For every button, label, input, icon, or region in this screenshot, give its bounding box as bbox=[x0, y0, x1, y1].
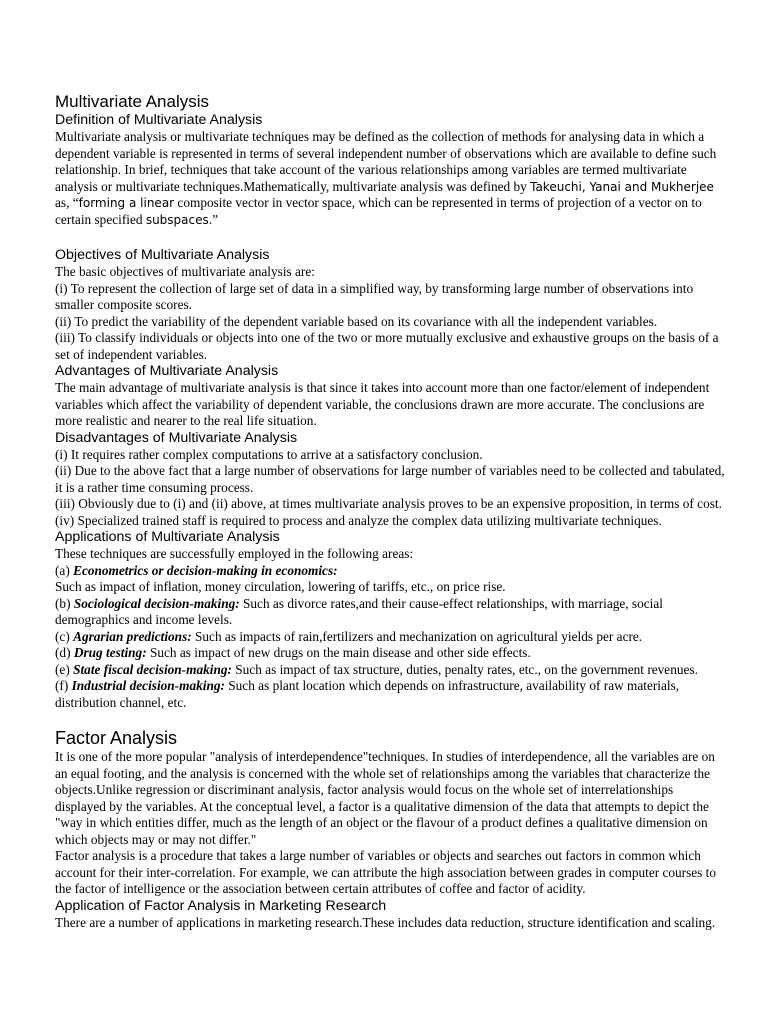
disadvantage-item: (iii) Obviously due to (i) and (ii) above, at times multivariate analysis proves to be an expensive proposition, in terms of cost. bbox=[55, 496, 722, 511]
definition-quote: subspaces bbox=[145, 212, 209, 227]
application-item: Such as impact of inflation, money circulation, lowering of tariffs, etc., on price rise. bbox=[55, 579, 506, 594]
definition-text: Multivariate analysis or multivariate techniques may be defined as the collection of methods for analysing data in which a dependent variable is represented in terms of several independent number of observations which are available to define such relationship. In brief, techniques that take account of the various relationships among variables are termed multivariate analysis or multivariate techniques.Mathematically, multivariate analysis was defined by bbox=[55, 129, 717, 194]
application-term: Industrial decision-making: bbox=[71, 678, 225, 693]
applications-intro: These techniques are successfully employed in the following areas: bbox=[55, 546, 414, 561]
marketing-heading: Application of Factor Analysis in Marketing Research bbox=[55, 897, 387, 914]
objective-item: (iii) To classify individuals or objects into one of the two or more mutually exclusive and exhaustive groups on the basis of a set of independent variables. bbox=[55, 330, 719, 362]
objective-item: (i) To represent the collection of large set of data in a simplified way, by transforming large number of observations into smaller composite scores. bbox=[55, 280, 694, 312]
application-item: (e) State fiscal decision-making: Such as impact of tax structure, duties, penalty rates, etc., on the government revenues. bbox=[55, 661, 698, 677]
factor-analysis-paragraph: It is one of the more popular "analysis of interdependence"techniques. In studies of interdependence, all the variables are on an equal footing, and the analysis is concerned with the whole set of relationships among the variables that characterize the objects.Unlike regression or discriminant analysis, factor analysis would focus on the whole set of interrelationships displayed by the variables. At the conceptual level, a factor is a qualitative dimension of the data that attempts to depict the "way in which entities differ, much as the length of an object or the flavour of a product defines a qualitative dimension on which objects may or may not differ." bbox=[55, 749, 715, 847]
definition-text: .” bbox=[208, 211, 218, 227]
advantages-heading: Advantages of Multivariate Analysis bbox=[55, 363, 279, 379]
application-term: State fiscal decision-making: bbox=[73, 661, 232, 677]
applications-heading: Applications of Multivariate Analysis bbox=[55, 529, 280, 545]
factor-analysis-paragraph: Factor analysis is a procedure that takes a large number of variables or objects and searches out factors in common which account for their inter-correlation. For example, we can attribute the high association between grades in computer courses to the factor of intelligence or the association between certain attributes of coffee and factor of acidity. bbox=[55, 848, 717, 896]
disadvantage-item: (ii) Due to the above fact that a large number of observations for large number of variables need to be collected and tabulated, it is a rather time consuming process. bbox=[55, 463, 725, 495]
definition-authors: Takeuchi, Yanai and Mukherjee bbox=[530, 179, 714, 194]
definition-heading: Definition of Multivariate Analysis bbox=[55, 112, 263, 128]
objectives-intro: The basic objectives of multivariate analysis are: bbox=[55, 264, 315, 279]
objective-item: (ii) To predict the variability of the dependent variable based on its covariance with all the independent variables. bbox=[55, 313, 658, 329]
application-term: Drug testing: bbox=[73, 645, 147, 660]
document-body bbox=[55, 92, 725, 931]
definition-text: as, “ bbox=[55, 195, 79, 210]
page-title: Multivariate Analysis bbox=[55, 92, 210, 111]
definition-paragraph bbox=[55, 129, 725, 228]
definition-text: composite vector in vector space, which can be represented in terms of projection of a vector on to certain specified bbox=[55, 195, 702, 227]
application-item: (c) Agrarian predictions: Such as impacts of rain,fertilizers and mechanization on agricultural yields per acre. bbox=[55, 628, 643, 644]
application-item: (b) Sociological decision-making: Such as divorce rates,and their cause-effect relationships, with marriage, social demographics and income levels. bbox=[55, 595, 663, 627]
marketing-paragraph: There are a number of applications in marketing research.These includes data reduction, structure identification and scaling. bbox=[55, 914, 716, 930]
advantages-paragraph: The main advantage of multivariate analysis is that since it takes into account more than one factor/element of independent variables which affect the variability of dependent variable, the conclusions drawn are more accurate. The conclusions are more realistic and nearer to the real life situation. bbox=[55, 380, 710, 428]
application-item: (d) Drug testing: Such as impact of new drugs on the main disease and other side effects. bbox=[55, 645, 531, 660]
application-term: Econometrics or decision-making in economics: bbox=[73, 562, 338, 578]
disadvantage-item: (iv) Specialized trained staff is required to process and analyze the complex data utilizing multivariate techniques. bbox=[55, 512, 662, 528]
application-item: (f) Industrial decision-making: Such as plant location which depends on infrastructure, availability of raw materials, distribution channel, etc. bbox=[55, 678, 680, 710]
definition-quote: forming a linear bbox=[78, 196, 175, 210]
application-term: Agrarian predictions: bbox=[73, 628, 192, 644]
application-item: (a) Econometrics or decision-making in economics: bbox=[55, 562, 338, 578]
application-term: Sociological decision-making: bbox=[73, 595, 240, 611]
disadvantage-item: (i) It requires rather complex computations to arrive at a satisfactory conclusion. bbox=[55, 446, 483, 462]
objectives-heading: Objectives of Multivariate Analysis bbox=[55, 247, 270, 263]
disadvantages-heading: Disadvantages of Multivariate Analysis bbox=[55, 429, 298, 446]
factor-analysis-title: Factor Analysis bbox=[55, 728, 178, 748]
